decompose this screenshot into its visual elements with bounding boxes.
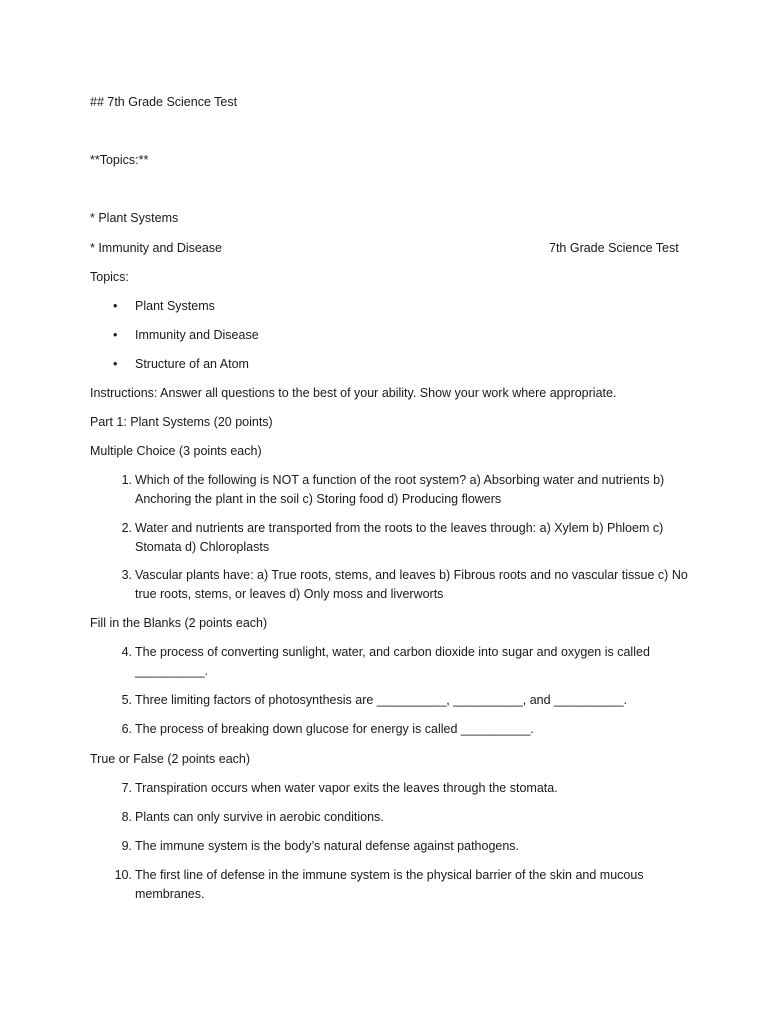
question-number: 8. <box>121 810 132 824</box>
topic-text: Immunity and Disease <box>135 328 259 342</box>
markdown-topics-label: **Topics:** <box>90 153 149 167</box>
question-text: Vascular plants have: a) True roots, stems, and leaves b) Fibrous roots and no vascular tissue c) No true roots, stems, or leaves d) Only moss and liverworts <box>135 568 688 601</box>
topic-item <box>113 355 249 373</box>
question-text: Which of the following is NOT a function of the root system? a) Absorbing water and nutrients b) Anchoring the plant in the soil c) Storing food d) Producing flowers <box>135 473 665 506</box>
section-heading-true-false: True or False (2 points each) <box>90 752 251 766</box>
question-item <box>110 691 690 710</box>
question-text: The process of converting sunlight, water, and carbon dioxide into sugar and oxygen is called __________. <box>135 645 650 678</box>
question-text: The first line of defense in the immune system is the physical barrier of the skin and mucous membranes. <box>135 868 644 901</box>
question-text: Plants can only survive in aerobic conditions. <box>135 810 384 824</box>
topic-item <box>113 326 259 344</box>
question-number: 1. <box>121 473 132 487</box>
section-heading-multiple-choice: Multiple Choice (3 points each) <box>90 444 262 458</box>
question-item <box>110 643 690 681</box>
markdown-bullet-immunity: * Immunity and Disease <box>90 241 223 255</box>
question-number: 7. <box>121 781 132 795</box>
bullet-dot: • <box>113 357 118 371</box>
question-number: 2. <box>121 521 132 535</box>
topics-label: Topics: <box>90 270 129 284</box>
question-text: The immune system is the body’s natural defense against pathogens. <box>135 839 520 853</box>
question-item <box>110 519 690 557</box>
question-number: 5. <box>121 693 132 707</box>
question-number: 10. <box>114 868 132 882</box>
question-item <box>110 866 690 904</box>
bullet-dot: • <box>113 299 118 313</box>
question-item <box>110 837 690 856</box>
question-number: 9. <box>121 839 132 853</box>
markdown-bullet-plant-systems: * Plant Systems <box>90 211 179 225</box>
question-text: Three limiting factors of photosynthesis are __________, __________, and __________. <box>135 693 628 707</box>
part-heading: Part 1: Plant Systems (20 points) <box>90 415 273 429</box>
document-title: 7th Grade Science Test <box>549 241 679 255</box>
question-number: 3. <box>121 568 132 582</box>
question-number: 4. <box>121 645 132 659</box>
question-item <box>110 808 690 827</box>
topic-text: Structure of an Atom <box>135 357 249 371</box>
question-item <box>110 720 690 739</box>
question-text: Transpiration occurs when water vapor exits the leaves through the stomata. <box>135 781 558 795</box>
question-text: Water and nutrients are transported from the roots to the leaves through: a) Xylem b) Phloem c) Stomata d) Chloroplasts <box>135 521 664 554</box>
topic-text: Plant Systems <box>135 299 215 313</box>
instructions: Instructions: Answer all questions to the best of your ability. Show your work where appropriate. <box>90 386 617 400</box>
question-item <box>110 779 690 798</box>
section-heading-fill-in: Fill in the Blanks (2 points each) <box>90 616 268 630</box>
question-item <box>110 566 690 604</box>
markdown-title: ## 7th Grade Science Test <box>90 95 238 109</box>
topic-item <box>113 297 215 315</box>
question-number: 6. <box>121 722 132 736</box>
question-item <box>110 471 690 509</box>
question-text: The process of breaking down glucose for energy is called __________. <box>135 722 534 736</box>
bullet-dot: • <box>113 328 118 342</box>
